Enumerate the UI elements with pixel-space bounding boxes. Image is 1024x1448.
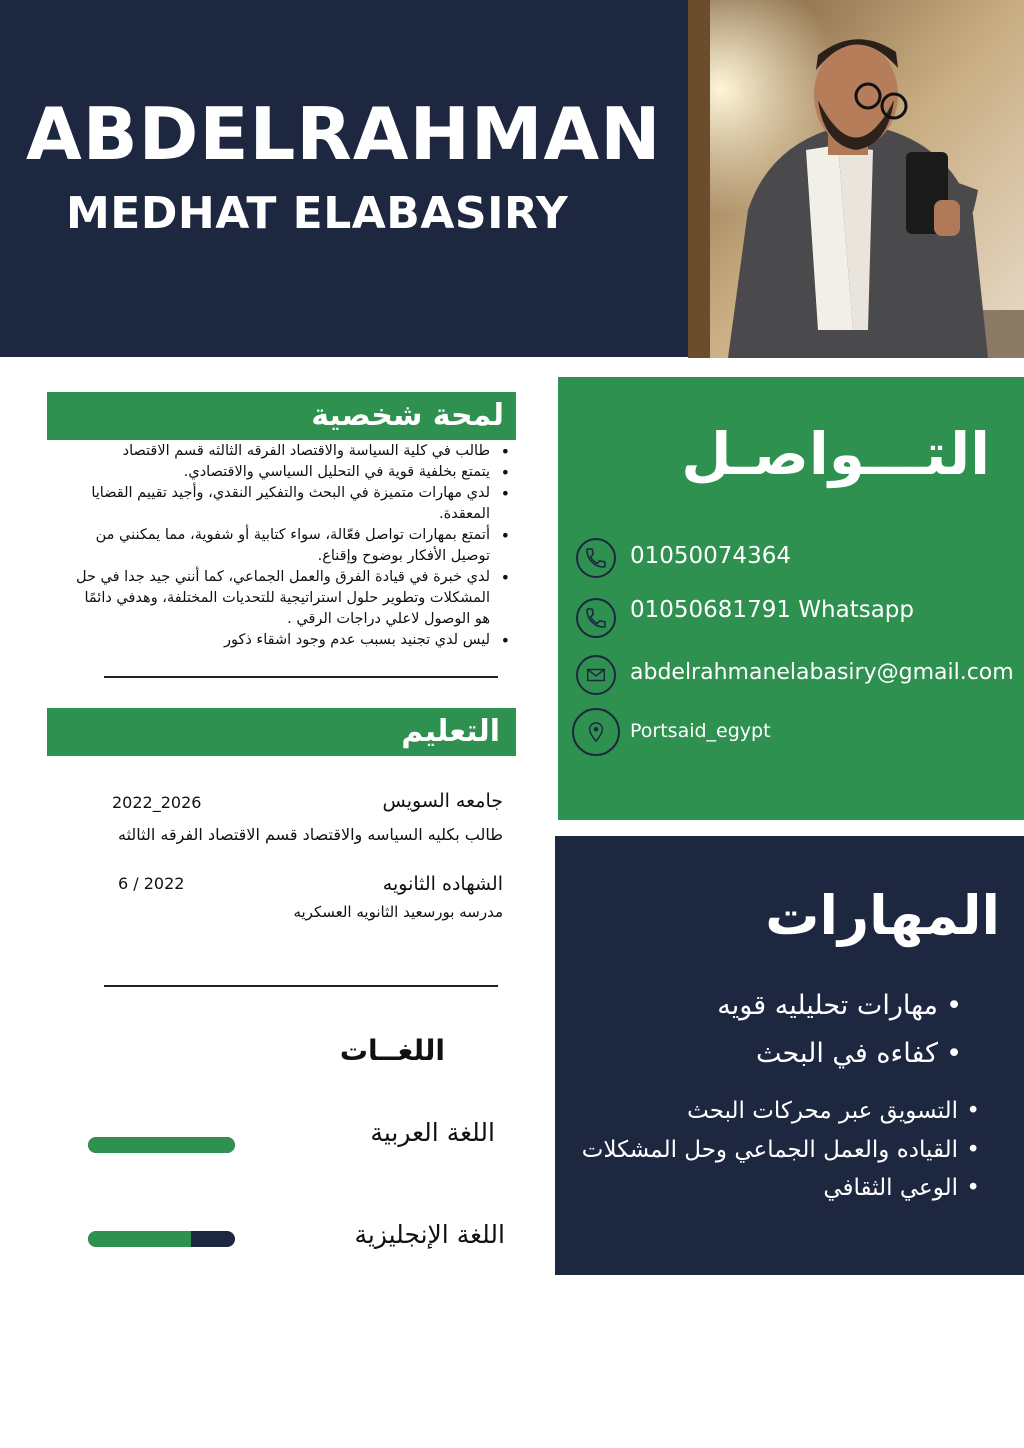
education-institution: جامعه السويس	[382, 790, 503, 812]
divider	[104, 985, 498, 987]
location-text: Portsaid_egypt	[630, 720, 771, 742]
education-years: 2022_2026	[112, 793, 202, 812]
phone-icon	[576, 598, 616, 638]
education-institution: الشهاده الثانويه	[382, 873, 503, 895]
profile-heading: لمحة شخصية	[47, 392, 516, 440]
language-level-bar	[88, 1137, 235, 1153]
divider	[104, 676, 498, 678]
list-item: • التسويق عبر محركات البحث	[560, 1092, 980, 1131]
education-years: 6 / 2022	[118, 874, 185, 893]
list-item: • لدي خبرة في قيادة الفرق والعمل الجماعي، كما أنني جيد جدا في حل المشكلات وتطوير حلول استراتيجية للتحديات المختلفة، وهدفي دائمًا هو الوصول لاعلي دراجات الرقي .	[68, 567, 498, 630]
list-item: • مهارات تحليليه قويه	[560, 982, 980, 1030]
education-heading: التعليم	[47, 708, 516, 756]
skills-list	[560, 982, 980, 1208]
languages-heading: اللغــات	[339, 1034, 445, 1067]
list-item: • طالب في كلية السياسة والاقتصاد الفرقه الثالثه قسم الاقتصاد	[68, 441, 498, 462]
profile-photo-illustration	[688, 0, 1024, 358]
list-item: • يتمتع بخلفية قوية في التحليل السياسي والاقتصادي.	[68, 462, 498, 483]
skills-heading: المهارات	[765, 884, 1000, 947]
language-label: اللغة العربية	[370, 1118, 495, 1147]
phone-icon	[576, 538, 616, 578]
whatsapp-number[interactable]: 01050681791 Whatsapp	[630, 597, 914, 623]
list-item: • الوعي الثقافي	[560, 1169, 980, 1208]
phone-number[interactable]: 01050074364	[630, 543, 791, 569]
list-item: • لدي مهارات متميزة في البحث والتفكير النقدي، وأجيد تقييم القضايا المعقدة.	[68, 483, 498, 525]
contact-heading: التـــواصـل	[681, 420, 990, 488]
education-description: طالب بكليه السياسه والاقتصاد قسم الاقتصاد الفرقه الثالثه	[118, 825, 503, 844]
language-level-fill	[88, 1137, 235, 1153]
last-name: MEDHAT ELABASIRY	[66, 188, 569, 239]
profile-list	[68, 441, 512, 651]
language-level-bar	[88, 1231, 235, 1247]
language-label: اللغة الإنجليزية	[354, 1220, 505, 1249]
list-item: • أتمتع بمهارات تواصل فعّالة، سواء كتابية أو شفوية، مما يمكنني من توصيل الأفكار بوضوح وإقناع.	[68, 525, 498, 567]
email-icon	[576, 655, 616, 695]
email-address[interactable]: abdelrahmanelabasiry@gmail.com	[630, 660, 1014, 685]
list-item: • كفاءه في البحث	[560, 1030, 980, 1078]
profile-photo	[688, 0, 1024, 358]
list-item: • القياده والعمل الجماعي وحل المشكلات	[560, 1131, 980, 1170]
list-item: • ليس لدي تجنيد بسبب عدم وجود اشقاء ذكور	[68, 630, 498, 651]
language-level-fill	[88, 1231, 191, 1247]
first-name: ABDELRAHMAN	[26, 92, 662, 176]
education-description: مدرسه بورسعيد الثانويه العسكريه	[293, 903, 503, 921]
location-icon	[572, 708, 620, 756]
